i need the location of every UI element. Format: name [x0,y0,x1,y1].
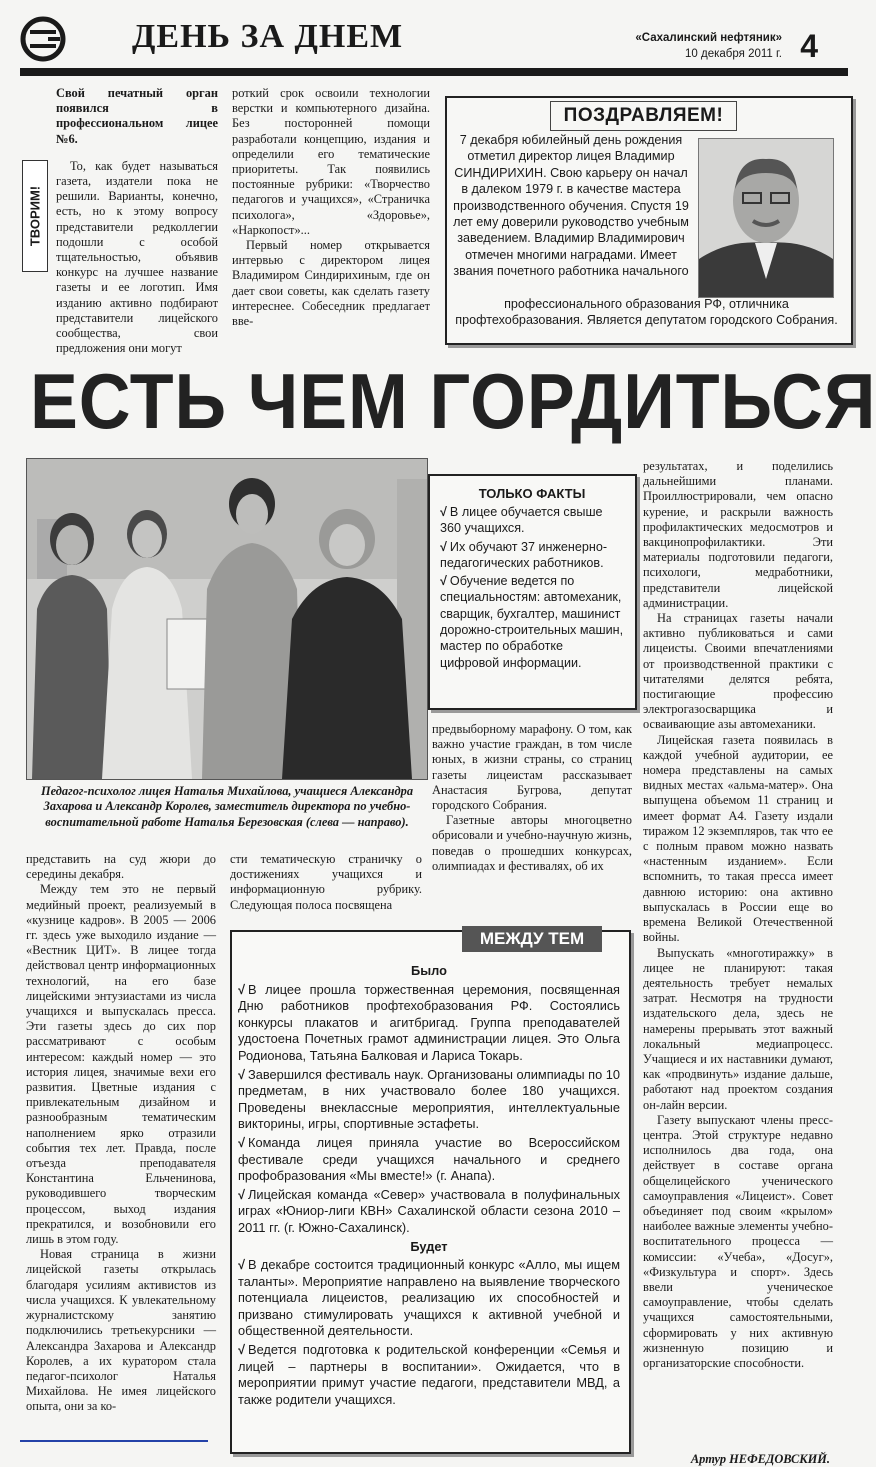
issue-date: 10 декабря 2011 г. [685,48,782,60]
meanwhile-list [238,962,620,1410]
article-paragraph: Лицейская газета появилась в каждой учебной аудитории, ее номера представлены на самых видных местах «альма-матер». Она выпущена объемом 11 страниц и имеет формат А4. Газету издали тиражом 12 экземпляров, так что ее с полным правом можно назвать «настенным изданием». Если вспомнить, то такая пресса имеет давнюю историю: она активно выпускалась в России еще во времена Великой Отечественной войны. [643,732,833,945]
article-paragraph: То, как будет называться газета, издатели пока не решили. Варианты, конечно, есть, но к этому вопросу представители редколлегии подошли с особой тщательностью, объявив конкурс на лучшее название газеты и ее логотип. Имя изданию активно подбирают представители лицейского сообщества, свои предложения они могут [56,158,218,356]
list-item: √ В декабре состоится традиционный конкурс «Алло, мы ищем таланты». Мероприятие направлено на выявление творческого потенциала лицеистов, реализацию их способностей и призвано стимулировать учащихся к активной учебной и общественной деятельности. [238,1257,620,1339]
page-number: 4 [800,28,818,64]
article-column-1-bottom [26,852,216,1462]
check-icon: √ [440,505,447,519]
list-item: √ Ведется подготовка к родительской конференции «Семья и лицей – партнеры в воспитании». Ожидается, что в мероприятии примут участие педагоги, представители МВД, а также родители учащихся. [238,1342,620,1407]
check-icon: √ [238,1186,246,1202]
meanwhile-title: МЕЖДУ ТЕМ [462,926,602,952]
article-paragraph: предвыборному марафону. О том, как важно участие граждан, в том числе юных, в жизни страны, со страниц газеты лицеистам рассказывает Анастасия Бугрова, депутат городского Собрания. [432,722,632,813]
article-paragraph: На страницах газеты начали активно публиковаться и сами лицеисты. Своими впечатлениями от производственной практики с читателями делятся ребята, постигающие профессию электрогазосварщика и осваивающие азы автомеханики. [643,611,833,732]
article-paragraph: представить на суд жюри до середины декабря. [26,852,216,882]
article-author: Артур НЕФЕДОВСКИЙ. [690,1452,830,1466]
photo-caption: Педагог-психолог лицея Наталья Михайлова, учащиеся Александра Захарова и Александр Королев, заместитель директора по учебно-воспитательной работе Наталья Березовская (слева — направо). [40,784,414,829]
article-paragraph: сти тематическую страничку о достижениях учащихся и информационную рубрику. Следующая полоса посвящена [230,852,422,912]
article-column-2-top [232,86,430,342]
article-column-middle [432,722,632,918]
article-paragraph: Газетные авторы многоцветно обрисовали и учебно-научную жизнь, поведав о прошедших конкурсах, олимпиадах и фестивалях, об их [432,813,632,873]
side-tag-label: ТВОРИМ! [27,185,43,247]
article-paragraph: Выпускать «многотиражку» в лицее не планируют: такая деятельность требует немалых затрат. Несмотря на трудности издательского дела, здесь не намерены прерывать этот важный локальный медиапроцесс. Учащиеся и их наставники думают, как «продвинуть» издание дальше, работают над проектом создания он-лайн версии. [643,945,833,1112]
facts-list [440,504,624,673]
check-icon: √ [238,1342,246,1358]
highlight-underline [20,1440,208,1442]
list-item: √ Завершился фестиваль наук. Организованы олимпиады по 10 предметам, в них участвовало более 180 учащихся. Проведены внеклассные мероприятия, интеллектуальные викторины, игры, спортивные эстафеты. [238,1066,620,1132]
list-item: √ Команда лицея приняла участие во Всероссийском фестивале среди учащихся начального и среднего профобразования «Мы вместе!» (г. Анапа). [238,1134,620,1184]
congratulations-text-continued: профессионального образования РФ, отличника профтехобразования. Является депутатом городского Собрания. [455,297,838,328]
list-item: √ В лицее обучается свыше 360 учащихся. [440,505,603,536]
article-paragraph: Новая страница в жизни лицейской газеты открылась благодаря усилиям активистов из числа учащихся. К увлекательному журналистскому занятию подключились третьекурсники — Александра Захарова и Александр Королев, а их куратором стала педагог-психолог Наталья Михайлова. Не имея лицейского опыта, они за ко- [26,1247,216,1414]
check-icon: √ [440,574,447,589]
check-icon: √ [238,1134,246,1150]
article-column-1-top [56,86,218,356]
list-item: √ Лицейская команда «Север» участвовала в полуфинальных играх «Юниор-лиги КВН» Сахалинской области сезона 2010 – 2011 гг. (г. Южно-Сахалинск). [238,1186,620,1235]
was-heading: Было [411,963,447,978]
article-column-2-mid [230,852,422,916]
check-icon: √ [238,1257,246,1273]
congratulations-text: 7 декабря юбилейный день рождения отметил директор лицея Владимир СИНДИРИХИН. Свою карьеру он начал в далеком 1979 г. в качестве мастера производственного обучения. Спустя 19 лет ему доверили руководство учебным заведением. Владимир Владимирович отмечен многими наградами. Имеет звания почетного работника начального [453,133,689,279]
will-heading: Будет [410,1238,448,1254]
article-lead: Свой печатный орган появился в профессиональном лицее №6. [56,86,218,146]
check-icon: √ [440,539,447,554]
director-portrait [698,138,834,298]
article-paragraph: Газету выпускают члены пресс-центра. Этой структуре недавно исполнилось два года, она действует в составе органа общелицейского ученического самоуправления «Лицеист». Совет объединяет под своим «крылом» наиболее важные элементы учебно-воспитательного процесса — комиссии: «Учеба», «Досуг», «Физкультура и спорт». Здесь ввели ученическое самоуправление, чтобы сделать учащихся самостоятельными, сформировать у них активную жизненную позицию и организаторские способности. [643,1112,833,1370]
headline: ЕСТЬ ЧЕМ ГОРДИТЬСЯ [30,357,876,445]
article-column-right [643,459,833,1449]
group-photo [26,458,428,780]
newspaper-name: «Сахалинский нефтяник» [635,32,782,44]
list-item: √ В лицее прошла торжественная церемония, посвященная Дню работников профтехобразования РФ. Состоялись конкурсы плакатов и агитбригад. Группа преподавателей удостоена Почетных грамот администрации лицея. Это Ольга Родионова, Татьяна Балковая и Лариса Токарь. [238,981,620,1063]
check-icon: √ [238,981,246,997]
newspaper-logo-icon [20,16,82,62]
article-paragraph: результатах, и поделились дальнейшими планами. Проиллюстрировали, чем опасно курение, и раскрыли важность профилактических медосмотров и вакцинопрофилактики. Эти материалы подготовили педагоги, психологи, медработники, представители лицейской администрации. [643,459,833,610]
list-item: √ Обучение ведется по специальностям: автомеханик, сварщик, бухгалтер, машинист дорожно-строительных машин, мастер по обработке цифровой информации. [440,574,624,670]
article-paragraph: Первый номер открывается интервью с директором лицея Владимиром Синдирихиным, где он дает свои советы, как сделать газету интереснее. Собеседник предлагает вве- [232,238,430,329]
article-paragraph: Между тем это не первый медийный проект, реализуемый в «кузнице кадров». В 2005 — 2006 гг. здесь уже выходило издание — «Вестник ЦИТ». В лицее тогда действовал центр информационных технологий, на его базе лицейскими энтузиастами из числа учащихся и выпускалась пресса. Эти газеты здесь до сих пор рассматривают с особым интересом: каждый номер — это история лицея, значимые вехи его развития. Цветные издания с привлекательным дизайном и разнообразным тематическим наполнением ярко отразили события тех лет. Правда, после отъезда преподавателя Константина Ельченинова, руководившего творческим процессом, выход издания прекратился, и возобновили его лишь в этом году. [26,882,216,1247]
facts-title: ТОЛЬКО ФАКТЫ [478,486,586,501]
congratulations-title: ПОЗДРАВЛЯЕМ! [550,101,737,131]
header-rule [20,68,848,76]
article-paragraph: роткий срок освоили технологии верстки и компьютерного дизайна. Без посторонней помощи разработали концепцию, издания и определили его тематические приоритеты. Так появились постоянные рубрики: «Творчество педагогов и учащихся», «Страничка психолога», «Здоровье», «Наркопост»... [232,86,430,237]
section-title: ДЕНЬ ЗА ДНЕМ [132,18,404,55]
side-tag [22,160,48,272]
list-item: √ Их обучают 37 инженерно-педагогических работников. [440,539,608,570]
check-icon: √ [238,1066,246,1082]
